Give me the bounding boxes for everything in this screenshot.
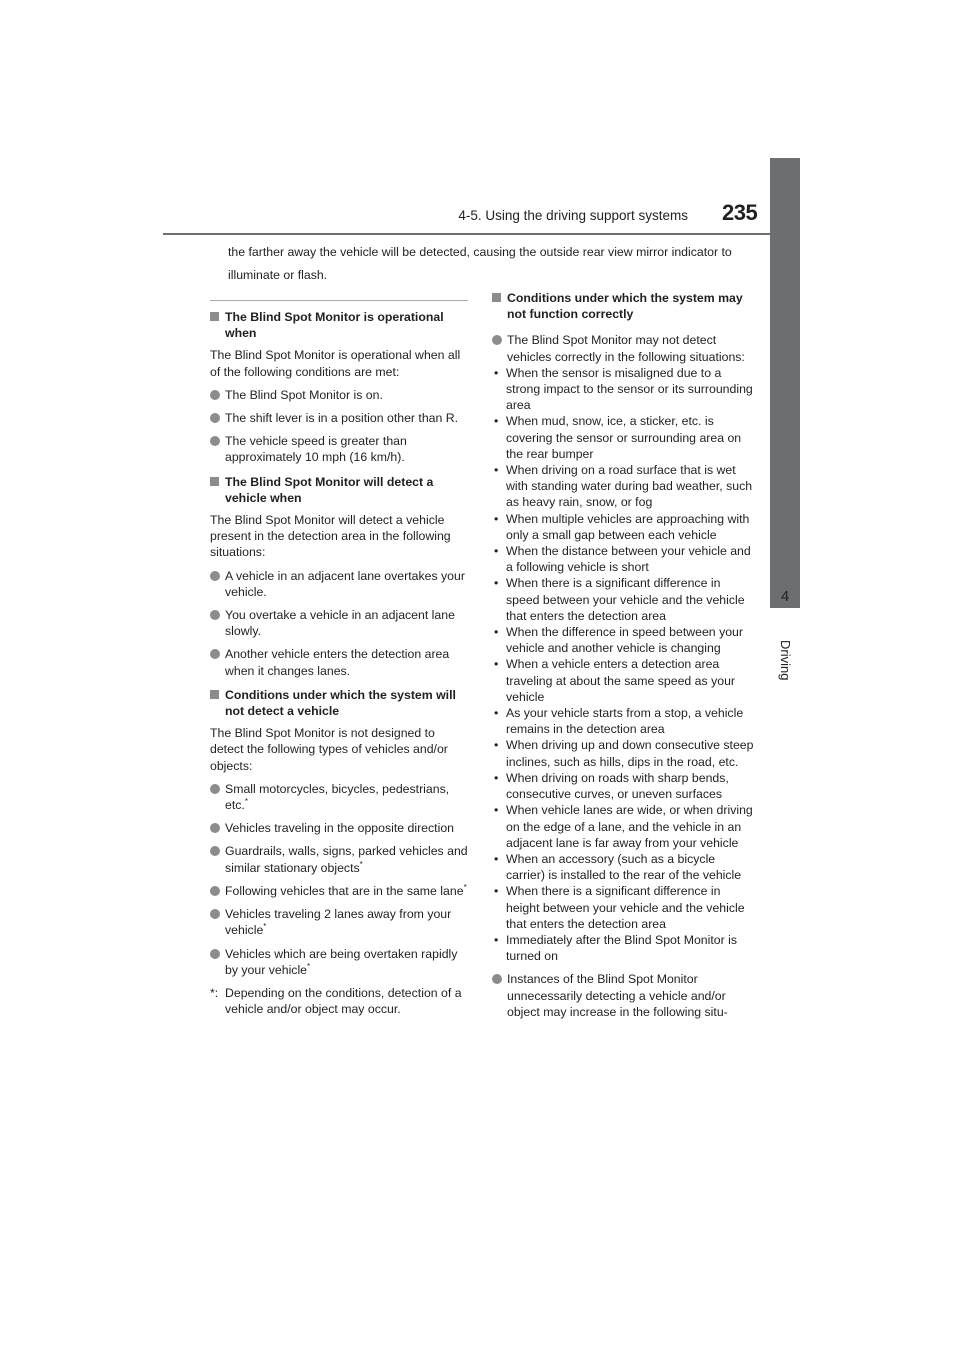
chapter-tab xyxy=(770,158,800,608)
circle-bullet-icon xyxy=(492,974,502,984)
paragraph: The Blind Spot Monitor will detect a vehicle present in the detection area in the following situations: xyxy=(210,513,451,560)
sub-list-item: • When a vehicle enters a detection area traveling at about the same speed as your vehicle xyxy=(494,657,735,704)
square-bullet-icon xyxy=(210,477,219,486)
circle-bullet-icon xyxy=(210,846,220,856)
circle-bullet-icon xyxy=(210,823,220,833)
sub-list-item: • When driving up and down consecutive steep inclines, such as hills, dips in the road, etc. xyxy=(494,738,754,769)
right-column xyxy=(492,290,754,1027)
list-item: The vehicle speed is greater than approximately 10 mph (16 km/h). xyxy=(210,433,468,465)
circle-bullet-icon xyxy=(210,784,220,794)
square-bullet-icon xyxy=(210,690,219,699)
header-rule xyxy=(163,233,800,235)
asterisk: * xyxy=(463,882,467,892)
column-rule xyxy=(210,300,468,301)
sub-list xyxy=(492,365,754,965)
list-item: Guardrails, walls, signs, parked vehicles and similar stationary objects* xyxy=(210,843,468,875)
footnote-text: Depending on the conditions, detection of a vehicle and/or object may occur. xyxy=(225,985,462,1017)
sub-list-item: • When driving on roads with sharp bends, consecutive curves, or uneven surfaces xyxy=(494,770,729,802)
square-bullet-icon xyxy=(210,312,219,321)
heading-text: The Blind Spot Monitor will detect a vehicle when xyxy=(225,474,434,505)
list-item: The Blind Spot Monitor is on. xyxy=(210,387,468,403)
list-item: Vehicles which are being overtaken rapidly by your vehicle* xyxy=(210,946,468,978)
page-number: 235 xyxy=(722,200,758,225)
sub-list-item: • When there is a significant difference in height between your vehicle and the vehicle that enters the detection area xyxy=(494,884,745,931)
section-heading xyxy=(210,309,468,341)
asterisk: * xyxy=(359,859,363,869)
page-header xyxy=(0,0,960,240)
left-column xyxy=(210,290,468,1017)
list-item: Vehicles traveling in the opposite direction xyxy=(210,820,468,836)
list-item: You overtake a vehicle in an adjacent lane slowly. xyxy=(210,607,468,639)
sub-list-item: • Immediately after the Blind Spot Monitor is turned on xyxy=(494,932,738,964)
circle-bullet-icon xyxy=(492,335,502,345)
paragraph: The Blind Spot Monitor is operational when all of the following conditions are met: xyxy=(210,348,461,379)
list-item: Vehicles traveling 2 lanes away from your vehicle* xyxy=(210,906,468,938)
paragraph: The Blind Spot Monitor is not designed to detect the following types of vehicles and/or objects: xyxy=(210,726,448,773)
asterisk: * xyxy=(263,922,267,932)
sub-list-item: • When vehicle lanes are wide, or when driving on the edge of a lane, and the vehicle in an adjacent lane is far away from your vehicle xyxy=(494,803,753,850)
circle-bullet-icon xyxy=(210,390,220,400)
footnote xyxy=(210,985,468,1017)
circle-bullet-icon xyxy=(210,886,220,896)
list-item: Another vehicle enters the detection area when it changes lanes. xyxy=(210,646,468,678)
list-item: The Blind Spot Monitor may not detect vehicles correctly in the following situations: xyxy=(492,332,754,364)
chapter-label: Driving xyxy=(778,640,793,681)
section-heading xyxy=(210,474,468,506)
list-item: Small motorcycles, bicycles, pedestrians, etc.* xyxy=(210,781,468,813)
circle-bullet-icon xyxy=(210,571,220,581)
sub-list-item: • When the sensor is misaligned due to a strong impact to the sensor or its surrounding area xyxy=(494,365,753,413)
section-heading xyxy=(492,290,754,322)
asterisk: * xyxy=(244,796,248,806)
square-bullet-icon xyxy=(492,293,501,302)
intro-text: the farther away the vehicle will be detected, causing the outside rear view mirror indicator to illuminate or flash. xyxy=(228,245,732,282)
sub-list-item: • When there is a significant difference in speed between your vehicle and the vehicle that enters the detection area xyxy=(494,576,745,623)
heading-text: Conditions under which the system may not function correctly xyxy=(507,291,743,322)
footnote-mark: *: xyxy=(210,985,219,1000)
sub-list-item: • When mud, snow, ice, a sticker, etc. is covering the sensor or surrounding area on the rear bumper xyxy=(494,414,742,461)
section-heading xyxy=(210,687,468,719)
list-item: Following vehicles that are in the same lane* xyxy=(210,883,468,899)
circle-bullet-icon xyxy=(210,413,220,423)
sub-list-item: • When driving on a road surface that is wet with standing water during bad weather, such as heavy rain, snow, or fog xyxy=(494,463,753,510)
sub-list-item: • As your vehicle starts from a stop, a vehicle remains in the detection area xyxy=(494,706,744,737)
list-item: A vehicle in an adjacent lane overtakes your vehicle. xyxy=(210,568,468,600)
heading-text: Conditions under which the system will not detect a vehicle xyxy=(225,687,456,719)
sub-list-item: • When the difference in speed between your vehicle and another vehicle is changing xyxy=(494,625,743,656)
circle-bullet-icon xyxy=(210,610,220,620)
circle-bullet-icon xyxy=(210,649,220,659)
circle-bullet-icon xyxy=(210,949,220,959)
chapter-number: 4 xyxy=(780,588,790,605)
heading-text: The Blind Spot Monitor is operational when xyxy=(225,310,444,341)
sub-list-item: • When an accessory (such as a bicycle carrier) is installed to the rear of the vehicle xyxy=(494,851,742,883)
asterisk: * xyxy=(307,961,311,971)
circle-bullet-icon xyxy=(210,436,220,446)
circle-bullet-icon xyxy=(210,909,220,919)
sub-list-item: • When multiple vehicles are approaching with only a small gap between each vehicle xyxy=(494,511,750,542)
list-item: The shift lever is in a position other than R. xyxy=(210,410,468,426)
section-title: 4-5. Using the driving support systems xyxy=(458,208,688,223)
sub-list-item: • When the distance between your vehicle and a following vehicle is short xyxy=(494,544,751,575)
list-item: Instances of the Blind Spot Monitor unnecessarily detecting a vehicle and/or object may increase in the following situ- xyxy=(492,971,754,1020)
